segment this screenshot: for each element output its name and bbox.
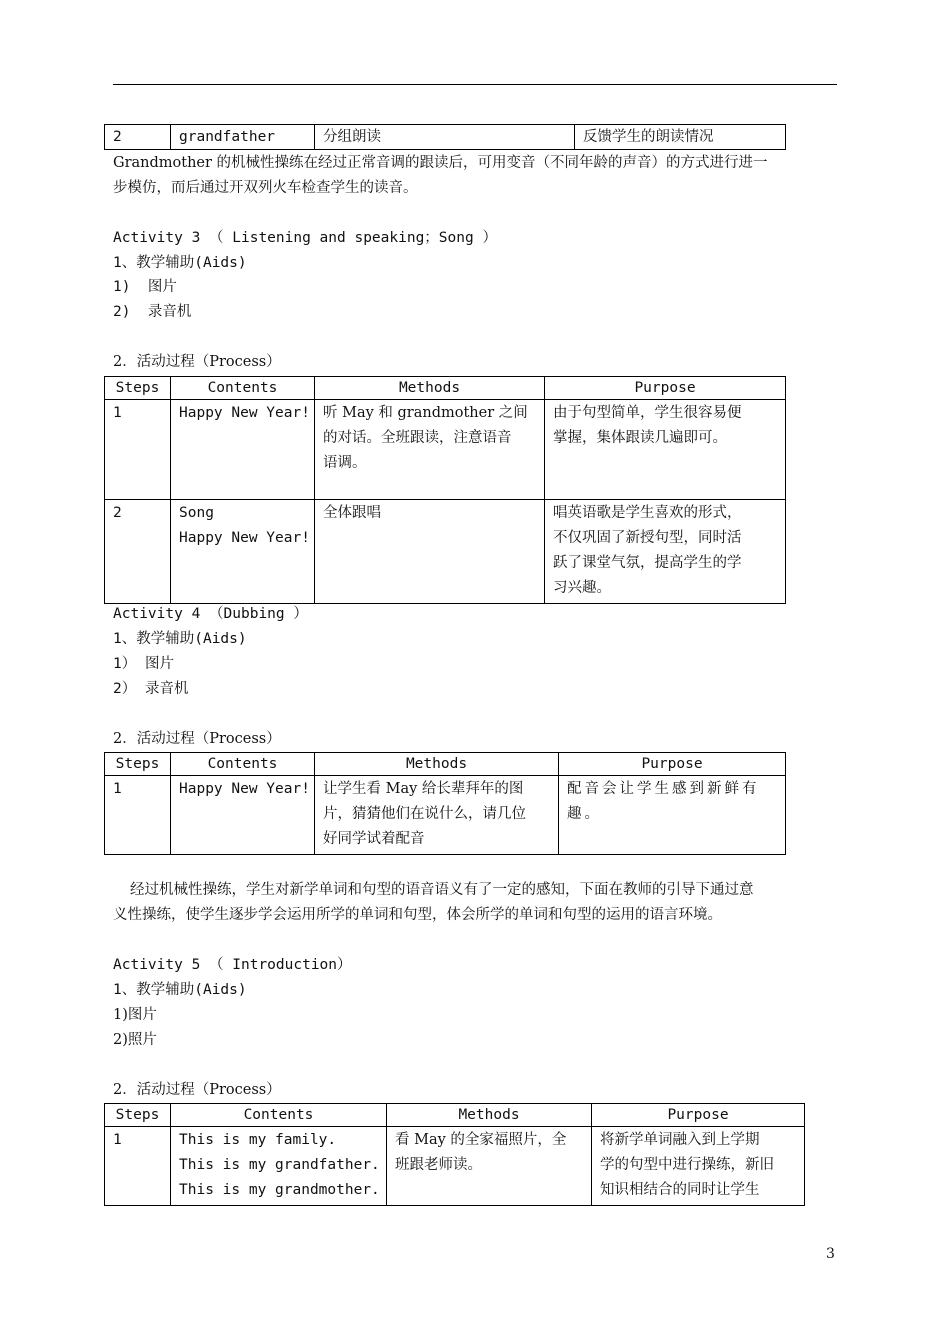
paragraph-line: 义性操练，使学生逐步学会运用所学的单词和句型，体会所学的单词和句型的运用的语言环境。	[113, 907, 722, 923]
methods-cell: 分组朗读	[315, 125, 575, 150]
step-cell: 1	[105, 1127, 171, 1206]
paragraph-line: 经过机械性操练，学生对新学单词和句型的语音语义有了一定的感知，下面在教师的引导下通过意	[130, 882, 754, 898]
purpose-cell: 配音会让学生感到新鲜有 趣。	[559, 776, 786, 855]
activity-4-title: Activity 4 （Dubbing ）	[113, 606, 308, 622]
paragraph-line: Grandmother 的机械性操练在经过正常音调的跟读后，可用变音（不同年龄的声音）的方式进行进一	[113, 155, 768, 171]
header-purpose: Purpose	[545, 377, 786, 400]
header-contents: Contents	[171, 377, 315, 400]
table-header-row	[105, 1104, 805, 1127]
paragraph-line: 步模仿，而后通过开双列火车检查学生的读音。	[113, 180, 418, 196]
step-cell: 2	[105, 500, 171, 604]
activity-3-table	[104, 376, 786, 604]
aid-item: 1) 图片	[113, 279, 177, 295]
aid-item: 2) 录音机	[113, 304, 192, 320]
contents-cell: Happy New Year!	[171, 400, 315, 500]
header-steps: Steps	[105, 753, 171, 776]
header-rule	[113, 84, 837, 85]
purpose-cell: 反馈学生的朗读情况	[575, 125, 786, 150]
contents-cell: grandfather	[171, 125, 315, 150]
table-header-row	[105, 753, 786, 776]
methods-cell: 全体跟唱	[315, 500, 545, 604]
step-cell: 2	[105, 125, 171, 150]
step-cell: 1	[105, 400, 171, 500]
contents-cell: This is my family. This is my grandfather. This is my grandmother.	[171, 1127, 387, 1206]
header-contents: Contents	[171, 753, 315, 776]
aid-item: 2)照片	[113, 1032, 157, 1048]
top-table	[104, 124, 786, 150]
intro-paragraph	[113, 151, 837, 201]
table-header-row	[105, 377, 786, 400]
contents-cell: Song Happy New Year!	[171, 500, 315, 604]
header-purpose: Purpose	[559, 753, 786, 776]
purpose-cell: 由于句型简单，学生很容易便 掌握，集体跟读几遍即可。	[545, 400, 786, 500]
methods-cell: 看 May 的全家福照片，全 班跟老师读。	[387, 1127, 592, 1206]
aids-heading: 1、教学辅助(Aids)	[113, 982, 247, 998]
header-contents: Contents	[171, 1104, 387, 1127]
aids-heading: 1、教学辅助(Aids)	[113, 631, 247, 647]
purpose-cell: 唱英语歌是学生喜欢的形式， 不仅巩固了新授句型，同时活 跃了课堂气氛，提高学生的学 习兴趣。	[545, 500, 786, 604]
aid-item: 2） 录音机	[113, 681, 189, 697]
activity-5-table	[104, 1103, 805, 1206]
aids-heading: 1、教学辅助(Aids)	[113, 255, 247, 271]
activity-3-title: Activity 3 （ Listening and speaking；Song ）	[113, 230, 497, 246]
header-steps: Steps	[105, 1104, 171, 1127]
methods-cell: 听 May 和 grandmother 之间 的对话。全班跟读，注意语音 语调。	[315, 400, 545, 500]
table-row	[105, 1127, 805, 1206]
methods-cell: 让学生看 May 给长辈拜年的图 片，猜猜他们在说什么，请几位 好同学试着配音	[315, 776, 559, 855]
table-row	[105, 400, 786, 500]
aid-item: 1） 图片	[113, 656, 174, 672]
purpose-cell: 将新学单词融入到上学期 学的句型中进行操练，新旧 知识相结合的同时让学生	[592, 1127, 805, 1206]
table-row	[105, 125, 786, 150]
middle-paragraph	[113, 878, 837, 928]
header-purpose: Purpose	[592, 1104, 805, 1127]
header-steps: Steps	[105, 377, 171, 400]
activity-4-table	[104, 752, 786, 855]
table-row	[105, 500, 786, 604]
process-heading: 2．活动过程（Process）	[113, 354, 281, 370]
aid-item: 1)图片	[113, 1007, 157, 1023]
page-number: 3	[826, 1246, 835, 1262]
header-methods: Methods	[315, 377, 545, 400]
process-heading: 2．活动过程（Process）	[113, 731, 281, 747]
process-heading: 2．活动过程（Process）	[113, 1082, 281, 1098]
header-methods: Methods	[387, 1104, 592, 1127]
contents-cell: Happy New Year!	[171, 776, 315, 855]
step-cell: 1	[105, 776, 171, 855]
table-row	[105, 776, 786, 855]
activity-5-title: Activity 5 （ Introduction）	[113, 957, 352, 973]
header-methods: Methods	[315, 753, 559, 776]
